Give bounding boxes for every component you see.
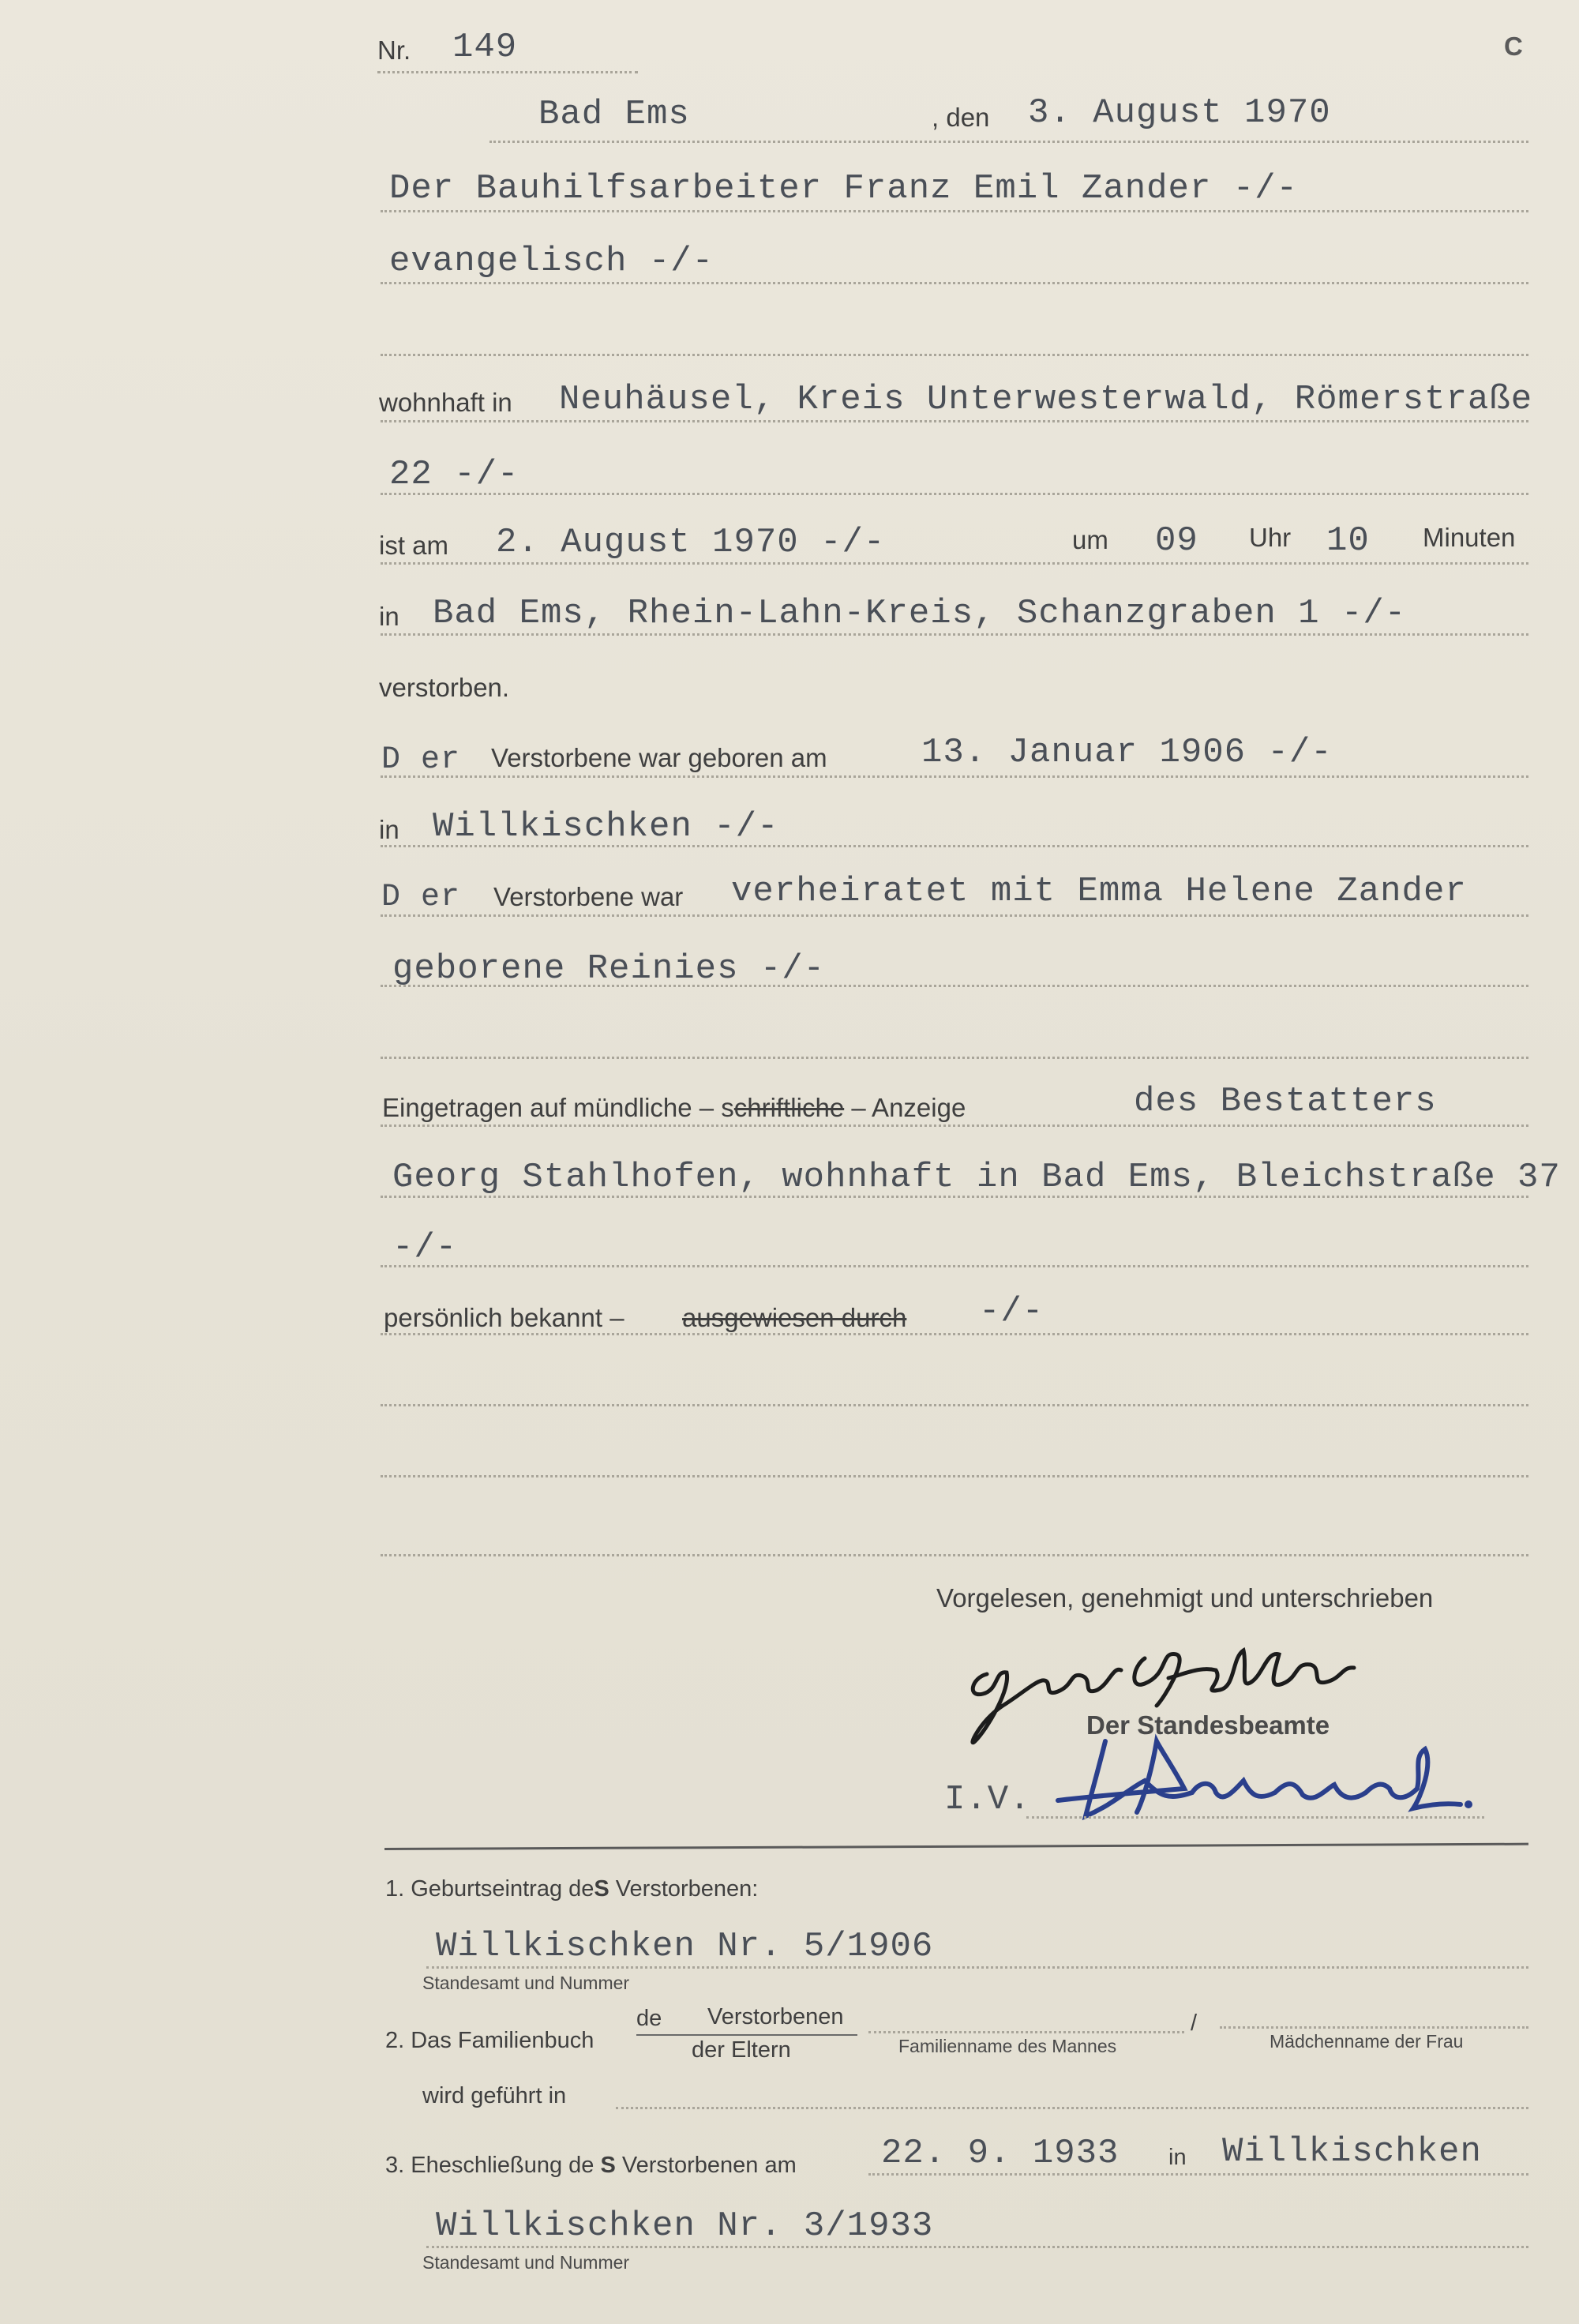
footer-item-1-prefix: 1. Geburtseintrag de [385, 1876, 594, 1902]
residence-dotted-line [381, 420, 1528, 422]
maedchenname-frau-caption: Mädchenname der Frau [1270, 2031, 1464, 2052]
marital-value: verheiratet mit Emma Helene Zander [731, 872, 1467, 911]
wird-gefuehrt-dotted-line [616, 2107, 1528, 2109]
known-value: -/- [979, 1292, 1045, 1331]
registration-prefix: Eingetragen auf mündliche – [382, 1093, 714, 1122]
read-approved-text: Vorgelesen, genehmigt und unterschrieben [936, 1583, 1434, 1613]
known-dotted-line [381, 1333, 1528, 1335]
residence-label: wohnhaft in [379, 388, 512, 417]
marital-article: D er [381, 880, 461, 915]
nr-label: Nr. [377, 36, 411, 65]
birth-date-value: 13. Januar 1906 -/- [921, 733, 1333, 772]
person-dotted-line-1 [381, 210, 1528, 212]
anzeige-label: – Anzeige [851, 1093, 966, 1122]
death-hour: 09 [1155, 521, 1198, 561]
birth-entry-caption: Standesamt und Nummer [422, 1973, 630, 1993]
footer-item-2-label: 2. Das Familienbuch [385, 2028, 594, 2053]
death-place-value: Bad Ems, Rhein-Lahn-Kreis, Schanzgraben 1 -/- [433, 594, 1407, 633]
marriage-place-value: Willkischken [1222, 2132, 1482, 2172]
marriage-in-label: in [1168, 2145, 1187, 2170]
informant-line: Georg Stahlhofen, wohnhaft in Bad Ems, Bleichstraße 37 [392, 1158, 1561, 1197]
person-dotted-line-2 [381, 282, 1528, 284]
marriage-entry-caption: Standesamt und Nummer [422, 2252, 630, 2273]
date-dotted-line [489, 141, 1528, 143]
marital-dotted-line-2 [381, 985, 1528, 987]
familienbuch-verstorbenen: Verstorbenen [707, 2004, 844, 2029]
residence-continuation: 22 -/- [389, 455, 519, 494]
familienbuch-slash: / [1191, 2011, 1198, 2036]
religion-line: evangelisch -/- [389, 242, 714, 281]
blank-dotted-line-3 [381, 1554, 1528, 1556]
death-minutes: 10 [1326, 521, 1370, 561]
familienbuch-fraction-line [636, 2034, 857, 2036]
death-place-label: in [379, 602, 399, 631]
date-label: , den [932, 103, 990, 132]
person-dotted-line-3 [381, 354, 1528, 356]
footer-item-3-label [385, 2153, 797, 2179]
blank-dotted-line-2 [381, 1475, 1528, 1477]
residence-value: Neuhäusel, Kreis Unterwesterwald, Römerstraße [559, 380, 1533, 419]
marriage-entry-dotted-line [426, 2246, 1528, 2248]
footer-item-1-bold: S [594, 1876, 609, 1902]
date-value: 3. August 1970 [1028, 93, 1331, 133]
footer-item-3-prefix: 3. Eheschließung de [385, 2153, 594, 2178]
signature-dotted-line [1026, 1816, 1484, 1819]
blank-dotted-line-1 [381, 1404, 1528, 1406]
corner-mark: C [1504, 32, 1523, 61]
minuten-label: Minuten [1423, 523, 1516, 552]
known-label: persönlich bekannt – [384, 1303, 624, 1332]
marriage-date-value: 22. 9. 1933 [881, 2134, 1120, 2173]
birth-dotted-line [381, 775, 1528, 778]
known-struck: ausgewiesen durch [682, 1303, 907, 1332]
person-line-1: Der Bauhilfsarbeiter Franz Emil Zander -/- [389, 169, 1298, 208]
verstorben-label: verstorben. [379, 673, 510, 702]
footer-item-3-bold: S [600, 2153, 616, 2178]
iv-label: I.V. [944, 1780, 1031, 1819]
marital-label: Verstorbene war [493, 882, 684, 911]
informant-dotted-line-2 [381, 1265, 1528, 1267]
birth-place-dotted-line [381, 845, 1528, 847]
nr-dotted-line [377, 71, 638, 73]
informant-line-3: -/- [392, 1228, 458, 1267]
registration-struck-word: chriftliche [733, 1093, 845, 1122]
marital-continuation: geborene Reinies -/- [392, 949, 826, 989]
marriage-dotted-line [868, 2173, 1528, 2176]
birth-entry-dotted-line [426, 1966, 1528, 1969]
registration-dotted-line [381, 1124, 1528, 1127]
footer-item-3-rest: Verstorbenen am [621, 2153, 797, 2178]
familienbuch-eltern: der Eltern [692, 2037, 791, 2063]
marital-dotted-line [381, 914, 1528, 917]
place-value: Bad Ems [538, 95, 690, 134]
marriage-entry-value: Willkischken Nr. 3/1933 [436, 2206, 934, 2246]
registration-value: des Bestatters [1134, 1082, 1437, 1121]
wird-gefuehrt-label: wird geführt in [422, 2083, 567, 2108]
nr-value: 149 [452, 28, 518, 67]
birth-entry-value: Willkischken Nr. 5/1906 [436, 1927, 934, 1966]
death-date-label: ist am [379, 531, 449, 560]
frau-dotted-line [1220, 2026, 1528, 2029]
mannes-dotted-line [868, 2031, 1184, 2033]
footer-item-1-label [385, 1876, 758, 1902]
registration-label [382, 1093, 966, 1123]
birth-article: D er [381, 742, 461, 778]
uhr-label: Uhr [1249, 523, 1292, 552]
residence-dotted-line-2 [381, 493, 1528, 495]
marital-dotted-line-3 [381, 1057, 1528, 1059]
familienname-mannes-caption: Familienname des Mannes [898, 2036, 1117, 2056]
registrar-label: Der Standesbeamte [1086, 1710, 1330, 1740]
informant-dotted-line [381, 1196, 1528, 1198]
death-date-value: 2. August 1970 -/- [496, 523, 886, 562]
familienbuch-de: de [636, 2006, 662, 2031]
birth-place-label: in [379, 815, 399, 844]
um-label: um [1072, 525, 1108, 554]
death-dotted-line [381, 562, 1528, 565]
footer-item-1-rest: Verstorbenen: [615, 1876, 759, 1902]
birth-place-value: Willkischken -/- [433, 807, 779, 847]
registration-struck-s: s [721, 1093, 734, 1122]
death-place-dotted-line [381, 633, 1528, 636]
section-divider [384, 1843, 1528, 1850]
birth-label: Verstorbene war geboren am [491, 743, 827, 772]
